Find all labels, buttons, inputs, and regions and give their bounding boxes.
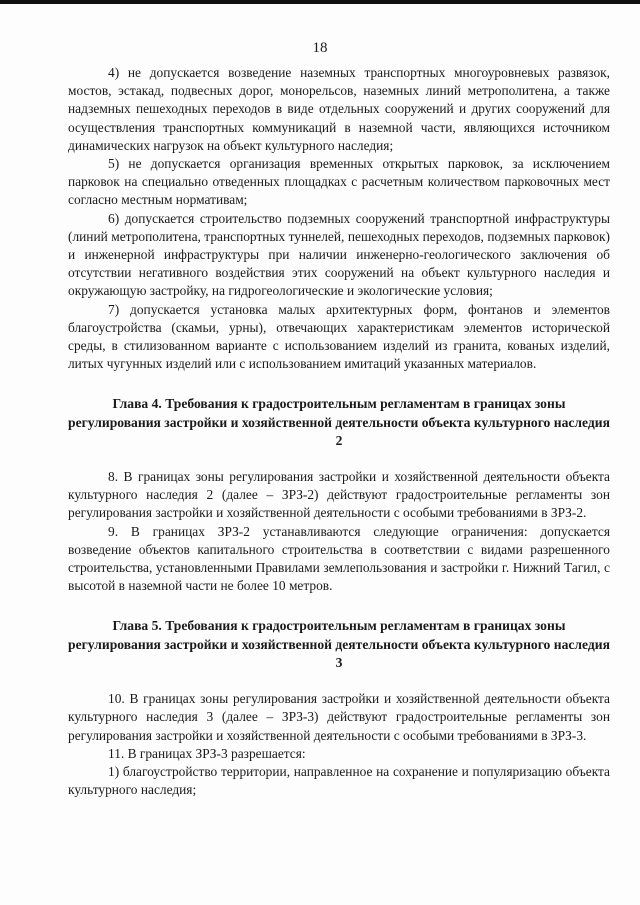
paragraph-9: 9. В границах ЗРЗ-2 устанавливаются следующие ограничения: допускается возведение объектов капитального строительства в соответствии с видами разрешенного строительства, установленными Правилами землепользования и застройки г. Нижний Тагил, с высотой в наземной части не более 10 метров. (68, 523, 610, 594)
spacer (68, 450, 610, 468)
paragraph-item-4: 4) не допускается возведение наземных транспортных многоуровневых развязок, мостов, эстакад, подвесных дорог, монорельсов, наземных линий метрополитена, а также надземных пешеходных переходов в виде отдельных сооружений и других сооружений для осуществления транспортных коммуникаций в наземной части, являющихся источником динамических нагрузок на объект культурного наследия; (68, 65, 610, 153)
paragraph-11-item-1: 1) благоустройство территории, направленное на сохранение и популяризацию объекта культурного наследия; (68, 763, 610, 798)
chapter-5-heading: Глава 5. Требования к градостроительным регламентам в границах зоны регулирования застройки и хозяйственной деятельности объекта культурного наследия 3 (68, 618, 610, 670)
paragraph-item-7: 7) допускается установка малых архитектурных форм, фонтанов и элементов благоустройства (скамьи, урны), отвечающих характеристикам элементов исторической среды, в стилизованном варианте с использованием изделий из гранита, кованых изделий, литых чугунных изделий или с использованием имитаций указанных материалов. (68, 301, 610, 372)
chapter-4-heading: Глава 4. Требования к градостроительным регламентам в границах зоны регулирования застройки и хозяйственной деятельности объекта культурного наследия 2 (68, 396, 610, 448)
document-body (68, 64, 610, 799)
page-number: 18 (312, 40, 328, 56)
paragraph-item-6: 6) допускается строительство подземных сооружений транспортной инфраструктуры (линий метрополитена, транспортных туннелей, пешеходных переходов, подземных парковок) и инженерной инфраструктуры при наличии инженерно-геологического заключения об отсутствии негативного воздействия этих сооружений на объект культурного наследия и окружающую застройку, на гидрогеологические и экологические условия; (68, 210, 610, 299)
spacer (68, 595, 610, 617)
paragraph-10: 10. В границах зоны регулирования застройки и хозяйственной деятельности объекта культурного наследия 3 (далее – ЗРЗ-3) действуют градостроительные регламенты зон регулирования застройки и хозяйственной деятельности с особыми требованиями в ЗРЗ-3. (68, 691, 610, 743)
spacer (68, 672, 610, 690)
paragraph-item-5: 5) не допускается организация временных открытых парковок, за исключением парковок на специально отведенных площадках с расчетным количеством парковочных мест согласно местным нормативам; (68, 156, 610, 208)
paragraph-8: 8. В границах зоны регулирования застройки и хозяйственной деятельности объекта культурного наследия 2 (далее – ЗРЗ-2) действуют градостроительные регламенты зон регулирования застройки и хозяйственной деятельности с особыми требованиями в ЗРЗ-2. (68, 469, 610, 521)
spacer (68, 373, 610, 395)
paragraph-11: 11. В границах ЗРЗ-3 разрешается: (108, 745, 306, 761)
scan-top-edge (0, 0, 640, 4)
